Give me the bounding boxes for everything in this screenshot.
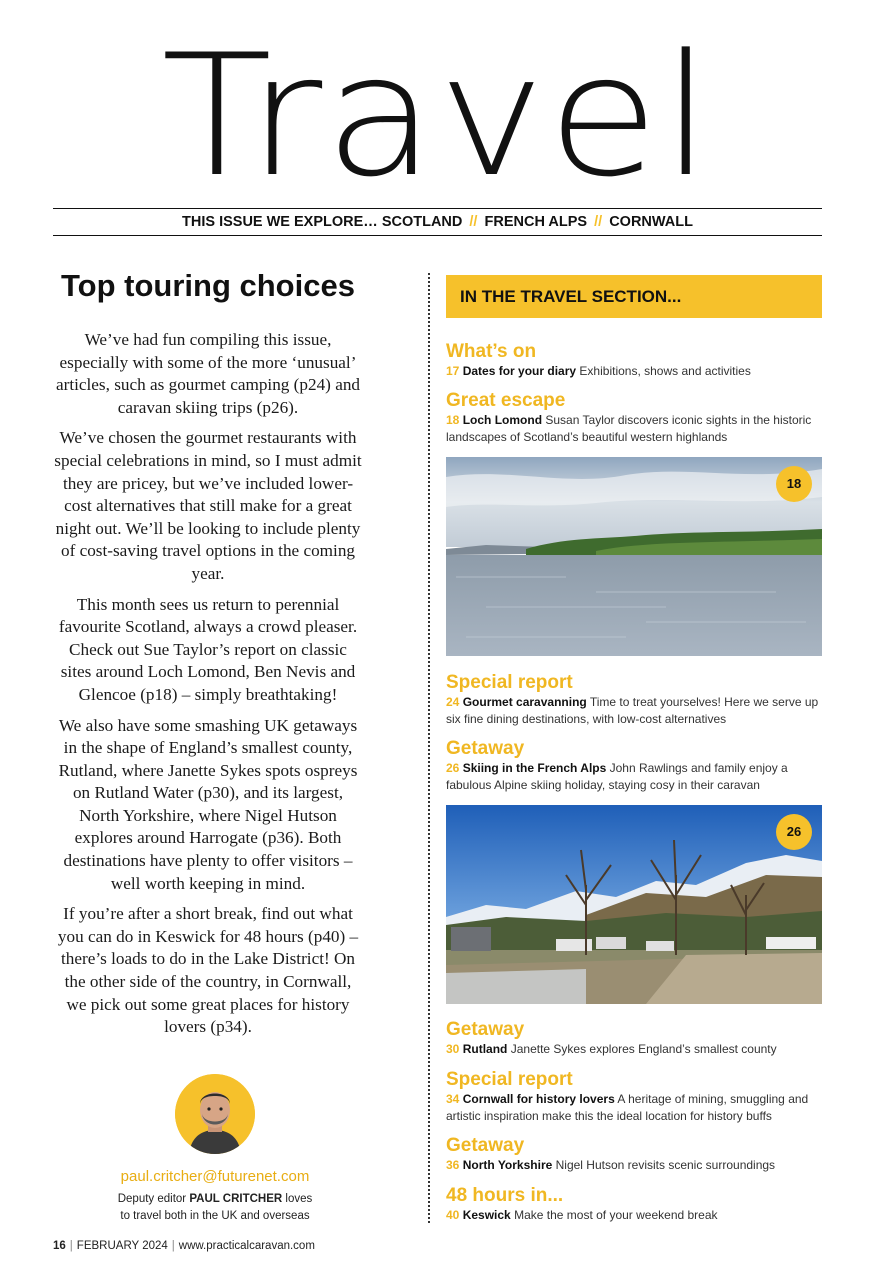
issue-date: FEBRUARY 2024: [76, 1240, 168, 1252]
entry-headline: North Yorkshire: [462, 1158, 553, 1172]
entry-category: Special report: [446, 1069, 573, 1090]
entry-page: 18: [446, 413, 460, 427]
entry-page: 34: [446, 1092, 460, 1106]
explore-separator: //: [469, 214, 478, 230]
explore-separator: //: [594, 214, 603, 230]
entry-headline: Rutland: [462, 1042, 508, 1056]
contents-entry[interactable]: [446, 1069, 822, 1124]
editor-email[interactable]: paul.critcher@futurenet.com: [120, 1168, 310, 1185]
editorial-paragraph: We’ve chosen the gourmet restaurants with special celebrations in mind, so I must admit they are pricey, but we’ve included lower-cost alternatives that still make for a great night out. We’ll be looking to include plenty of cost-saving travel options in the coming year.: [54, 428, 362, 583]
explore-item-3: CORNWALL: [609, 214, 693, 230]
column-divider: [428, 273, 430, 1223]
entry-text: Janette Sykes explores England’s smallest county: [510, 1042, 777, 1056]
editor-role: Deputy editor: [117, 1193, 187, 1205]
loch-lomond-photo: [446, 457, 822, 656]
editor-name: PAUL CRITCHER: [189, 1193, 283, 1205]
page-badge: 18: [776, 466, 812, 502]
entry-headline: Dates for your diary: [462, 364, 577, 378]
entry-text: Time to treat yourselves! Here we serve up six fine dining destinations, with low-cost alternatives: [446, 695, 819, 726]
contents-entry[interactable]: [446, 390, 822, 445]
explore-bar: [53, 208, 822, 236]
website-link[interactable]: www.practicalcaravan.com: [178, 1240, 315, 1252]
entry-category: Getaway: [446, 1135, 525, 1156]
entry-text: Nigel Hutson revisits scenic surroundings: [555, 1158, 776, 1172]
contents-entry[interactable]: [446, 672, 822, 727]
editorial-paragraph: If you’re after a short break, find out what you can do in Keswick for 48 hours (p40) – there’s loads to do in the Lake District! On the other side of the country, in Cornwall, we pick out some great places for history lovers (p34).: [57, 904, 359, 1037]
entry-description: [446, 1207, 822, 1224]
entry-page: 17: [446, 364, 460, 378]
entry-headline: Skiing in the French Alps: [462, 761, 607, 775]
entry-headline: Loch Lomond: [462, 413, 543, 427]
entry-category: Great escape: [446, 390, 566, 411]
entry-page: 26: [446, 761, 460, 775]
entry-text: Susan Taylor discovers iconic sights in the historic landscapes of Scotland’s beautiful western highlands: [446, 413, 812, 444]
entry-text: Make the most of your weekend break: [514, 1208, 718, 1222]
entry-page: 30: [446, 1042, 460, 1056]
entry-description: [446, 1091, 822, 1124]
entry-description: [446, 363, 822, 380]
entry-description: [446, 1157, 822, 1174]
editor-avatar: [175, 1074, 255, 1154]
contents-entry[interactable]: [446, 341, 822, 380]
explore-prefix: THIS ISSUE WE EXPLORE… SCOTLAND: [182, 214, 463, 230]
entry-category: Getaway: [446, 738, 525, 759]
editorial-paragraph: We’ve had fun compiling this issue, especially with some of the more ‘unusual’ articles, such as gourmet camping (p24) and caravan skiing trips (p26).: [55, 330, 361, 417]
explore-item-2: FRENCH ALPS: [484, 214, 588, 230]
entry-description: [446, 760, 822, 793]
entry-category: 48 hours in...: [446, 1185, 564, 1206]
editorial-paragraph: This month sees us return to perennial favourite Scotland, always a crowd pleaser. Check out Sue Taylor’s report on classic sites around Loch Lomond, Ben Nevis and Glencoe (p18) – simply breathtaking!: [58, 594, 358, 704]
editor-bio: [53, 1191, 377, 1225]
entry-text: A heritage of mining, smuggling and artistic inspiration make this the ideal location for history buffs: [446, 1092, 809, 1123]
entry-page: 40: [446, 1208, 460, 1222]
contents-column: [446, 275, 822, 1222]
page-number: 16: [53, 1240, 66, 1252]
entry-headline: Keswick: [462, 1208, 511, 1222]
contents-entry[interactable]: [446, 1185, 822, 1224]
page-footer: 16 | FEBRUARY 2024 | www.practicalcaravan.com: [53, 1240, 315, 1252]
entry-text: Exhibitions, shows and activities: [579, 364, 751, 378]
editorial-title: Top touring choices: [61, 268, 355, 303]
contents-entry[interactable]: [446, 1135, 822, 1174]
editor-bio-text: loves: [285, 1193, 313, 1205]
editorial-column: [53, 265, 363, 1047]
masthead-title: Travel: [161, 18, 714, 214]
entry-headline: Gourmet caravanning: [462, 695, 587, 709]
entry-description: [446, 694, 822, 727]
entry-page: 24: [446, 695, 460, 709]
entry-headline: Cornwall for history lovers: [462, 1092, 615, 1106]
editor-bio-text: to travel both in the UK and overseas: [120, 1210, 310, 1222]
entry-text: John Rawlings and family enjoy a fabulous Alpine skiing holiday, staying cosy in their caravan: [446, 761, 788, 792]
entry-page: 36: [446, 1158, 460, 1172]
french-alps-photo: [446, 805, 822, 1004]
contents-entry[interactable]: [446, 738, 822, 793]
contents-entry[interactable]: [446, 1019, 822, 1058]
section-header: IN THE TRAVEL SECTION...: [446, 275, 822, 318]
editorial-body: [53, 329, 363, 1039]
page-badge: 26: [776, 814, 812, 850]
entry-category: Getaway: [446, 1019, 525, 1040]
entry-description: [446, 1041, 822, 1058]
entry-category: What’s on: [446, 341, 537, 362]
editorial-paragraph: We also have some smashing UK getaways in the shape of England’s smallest county, Rutland, where Janette Sykes spots ospreys on Rutland Water (p30), and its largest, North Yorkshire, where Nigel Hutson explores around Harrogate (p36). Both destinations have plenty to offer visitors – well worth keeping in mind.: [58, 715, 358, 893]
entry-description: [446, 412, 822, 445]
entry-category: Special report: [446, 672, 573, 693]
